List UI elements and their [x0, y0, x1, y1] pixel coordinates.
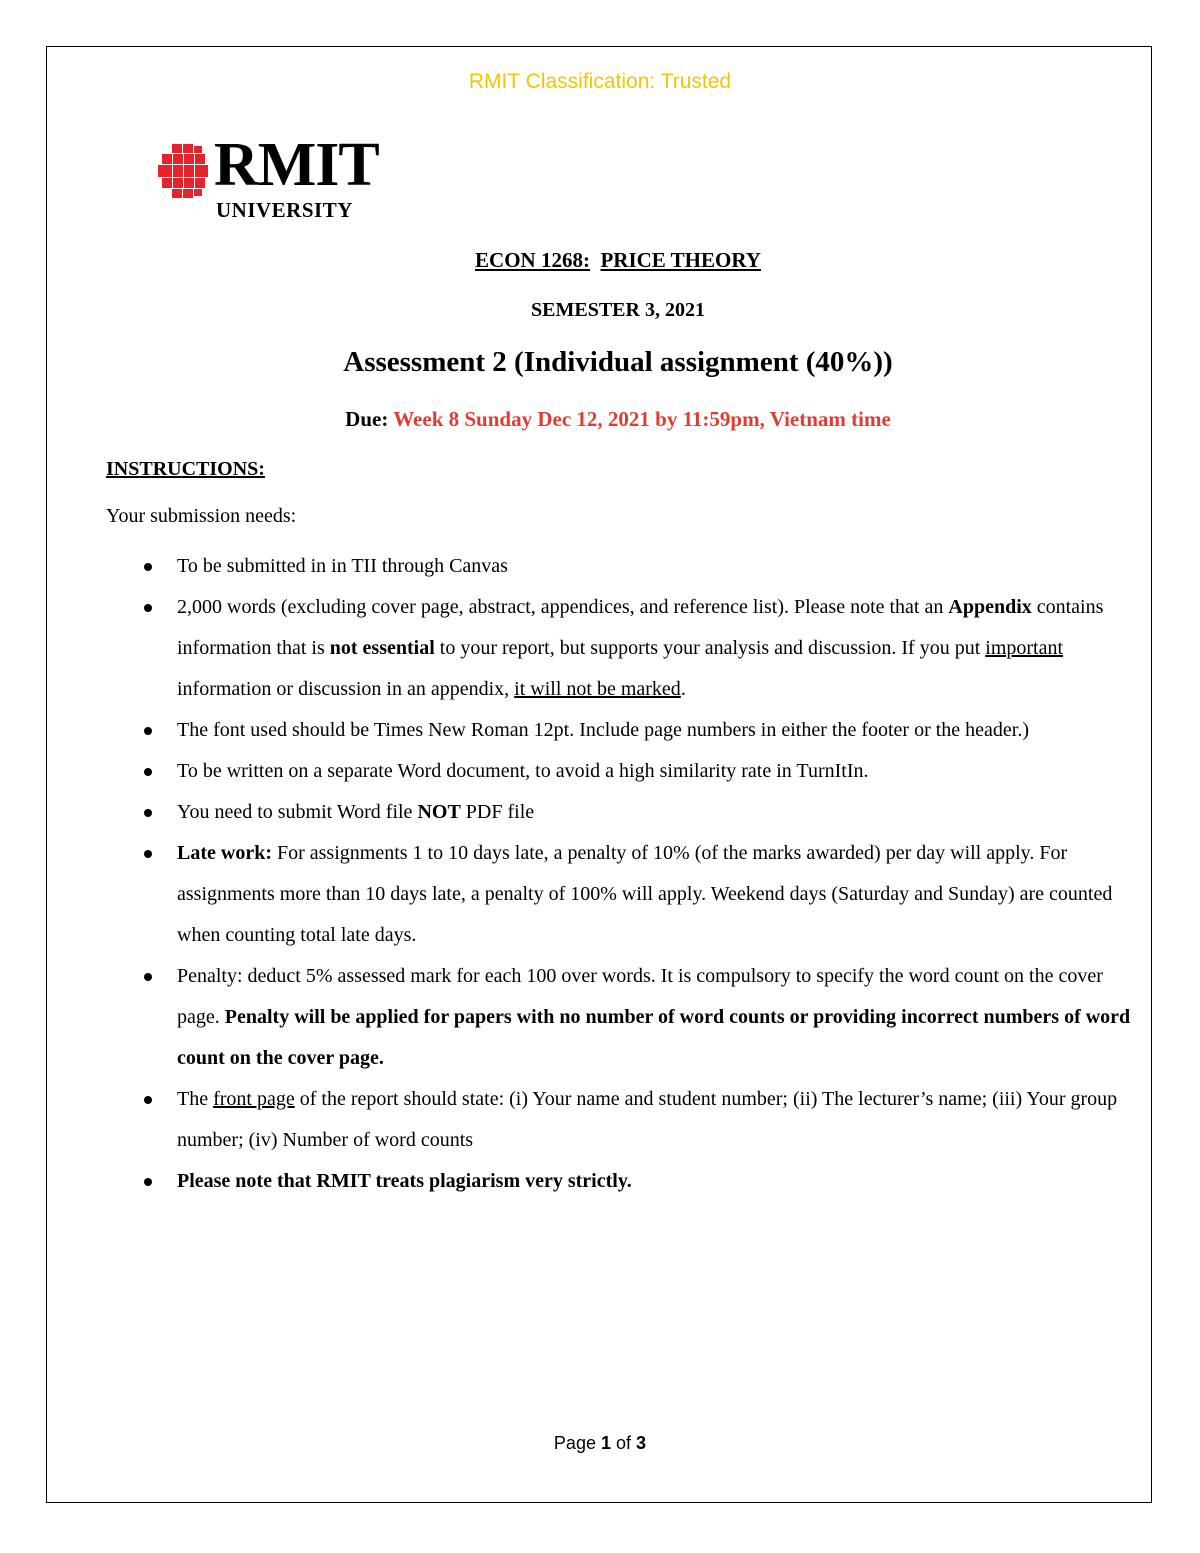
instructions-intro: Your submission needs:	[106, 505, 297, 527]
item-text: contains information that is	[177, 596, 1104, 659]
item-text: The font used should be Times New Roman 12pt. Include page numbers in either the footer or the header.)	[177, 719, 1030, 741]
page-word: Page	[553, 1433, 596, 1453]
item-text: The	[177, 1088, 214, 1110]
course-title	[0, 248, 1200, 273]
logo-wordmark: RMIT	[214, 131, 379, 199]
item-text: to your report, but supports your analysis and discussion. If you put	[434, 637, 986, 659]
due-date	[0, 407, 1200, 432]
item-text: You need to submit Word file	[177, 801, 418, 823]
classification-label: RMIT Classification: Trusted	[468, 70, 732, 93]
item-bold: Late work:	[177, 842, 272, 864]
item-text: For assignments 1 to 10 days late, a penalty of 10% (of the marks awarded) per day will apply. For assignments more than 10 days late, a penalty of 100% will apply. Weekend days (Saturday and Sunday) are counted when counting total late days.	[177, 842, 1113, 946]
list-item	[106, 710, 1146, 751]
rmit-logo-mark	[158, 144, 212, 198]
item-text: .	[680, 678, 686, 700]
item-bold: not essential	[329, 637, 435, 659]
semester-label: SEMESTER 3, 2021	[531, 299, 705, 321]
instructions-heading: INSTRUCTIONS:	[106, 458, 265, 480]
due-label: Due:	[345, 407, 389, 431]
item-underline: important	[985, 637, 1064, 659]
current-page: 1	[600, 1433, 611, 1453]
list-item	[106, 1161, 1146, 1202]
of-word: of	[616, 1433, 632, 1453]
page-number	[0, 1433, 1200, 1454]
list-item	[106, 833, 1146, 956]
item-text: To be written on a separate Word document, to avoid a high similarity rate in TurnItIn.	[177, 760, 869, 782]
item-text: of the report should state: (i) Your name and student number; (ii) The lecturer’s name; (iii) Your group number; (iv) Number of word counts	[177, 1088, 1118, 1151]
item-bold: Penalty will be applied for papers with no number of word counts or providing incorrect numbers of word count on the cover page.	[177, 1006, 1131, 1069]
item-text: To be submitted in in TII through Canvas	[177, 555, 508, 577]
course-code: ECON 1268	[475, 248, 583, 272]
item-text: PDF file	[460, 801, 535, 823]
list-item	[106, 792, 1146, 833]
rmit-logo	[158, 131, 394, 224]
course-name: PRICE THEORY	[600, 248, 761, 272]
due-value: Week 8 Sunday Dec 12, 2021 by 11:59pm, Vietnam time	[393, 407, 891, 431]
item-bold: Please note that RMIT treats plagiarism very strictly.	[177, 1170, 632, 1192]
list-item	[106, 751, 1146, 792]
assessment-title: Assessment 2 (Individual assignment (40%))	[343, 346, 893, 378]
course-separator: :	[582, 248, 590, 272]
instructions-list	[106, 546, 1146, 1202]
item-bold: NOT	[417, 801, 461, 823]
item-underline: front page	[213, 1088, 295, 1110]
item-underline: it will not be marked	[514, 678, 681, 700]
list-item	[106, 1079, 1146, 1161]
item-bold: Appendix	[948, 596, 1032, 618]
list-item	[106, 956, 1146, 1079]
list-item	[106, 587, 1146, 710]
item-text: 2,000 words (excluding cover page, abstract, appendices, and reference list). Please note that an	[177, 596, 949, 618]
item-text: information or discussion in an appendix,	[177, 678, 515, 700]
logo-subtitle: UNIVERSITY	[216, 198, 353, 222]
list-item	[106, 546, 1146, 587]
item-text: Penalty: deduct 5% assessed mark for each 100 over words. It is compulsory to specify the word count on the cover page.	[177, 965, 1103, 1028]
total-pages: 3	[636, 1433, 647, 1453]
